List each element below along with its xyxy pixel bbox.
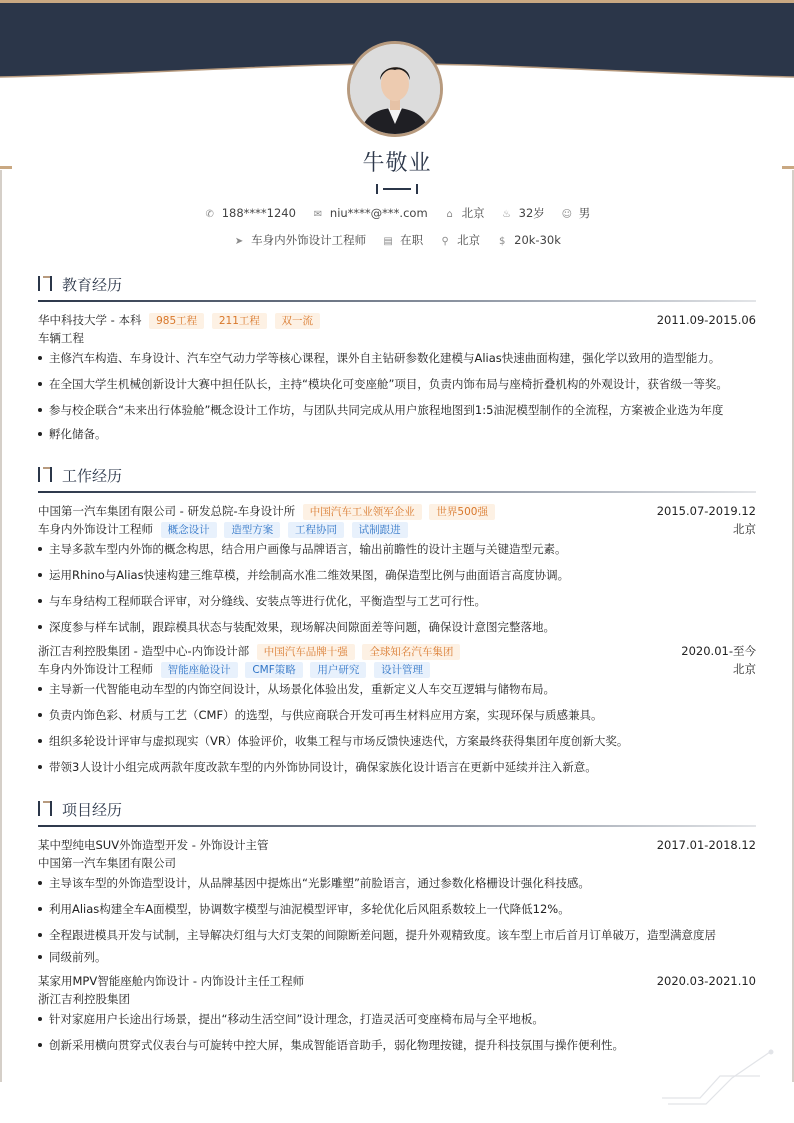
company-name: 中国第一汽车集团有限公司 - 研发总院-车身设计所	[38, 504, 296, 518]
info-text: 32岁	[518, 206, 545, 220]
section-title: 工作经历	[62, 467, 123, 485]
date-range: 2020.01-至今	[681, 644, 756, 658]
list-item: 与车身结构工程师联合评审，对分缝线、安装点等进行优化，平衡造型与工艺可行性。	[38, 588, 756, 614]
school-name: 华中科技大学 - 本科	[38, 313, 142, 327]
skill-tag: 造型方案	[224, 522, 280, 538]
school-tag: 双一流	[275, 313, 321, 329]
candidate-name: 牛敬业	[362, 151, 432, 176]
list-item: 深度参与样车试制，跟踪模具状态与装配效果，现场解决间隙面差等问题，确保设计意图完整落地。	[38, 614, 756, 640]
date-range: 2017.01-2018.12	[656, 838, 756, 852]
list-item: 在全国大学生机械创新设计大赛中担任队长，主持“模块化可变座舱”项目，负责内饰布局与座椅折叠机构的外观设计，获省级一等奖。	[38, 371, 756, 397]
company-tag: 世界500强	[429, 504, 495, 520]
info-item	[444, 205, 485, 221]
briefcase-icon: ▤	[383, 236, 393, 247]
school-tag: 211工程	[212, 313, 267, 329]
date-range: 2011.09-2015.06	[656, 313, 756, 327]
list-item: 主修汽车构造、车身设计、汽车空气动力学等核心课程，课外自主钻研参数化建模与Alias快速曲面构建，强化学以致用的造型能力。	[38, 345, 756, 371]
info-item	[312, 206, 428, 220]
date-range: 2020.03-2021.10	[656, 974, 756, 988]
project-org: 浙江吉利控股集团	[38, 992, 130, 1006]
skill-tag: 试制跟进	[352, 522, 408, 538]
info-text: niu****@***.com	[329, 206, 428, 220]
major: 车辆工程	[38, 331, 84, 345]
person-photo	[350, 44, 440, 134]
project-org: 中国第一汽车集团有限公司	[38, 856, 176, 870]
job-intent-row	[0, 232, 794, 248]
date-range: 2015.07-2019.12	[656, 504, 756, 518]
info-text: 在职	[400, 233, 424, 247]
salary-icon: $	[498, 236, 506, 247]
education-entry-header	[38, 311, 756, 329]
location-icon: ⚲	[441, 236, 449, 247]
section-title: 项目经历	[62, 801, 123, 819]
job-entry-header	[38, 642, 756, 660]
skill-tag: 用户研究	[310, 662, 366, 678]
role-title: 车身内外饰设计工程师	[38, 662, 153, 676]
project-name: 某家用MPV智能座舱内饰设计 - 内饰设计主任工程师	[38, 974, 305, 988]
phone-icon: ✆	[205, 209, 214, 220]
section-divider	[38, 825, 756, 827]
company-name: 浙江吉利控股集团 - 造型中心-内饰设计部	[38, 644, 250, 658]
info-item	[382, 232, 423, 248]
section-divider	[38, 491, 756, 493]
school-tag: 985工程	[149, 313, 204, 329]
info-item	[561, 205, 591, 221]
company-tag: 中国汽车工业领军企业	[303, 504, 422, 520]
project-name: 某中型纯电SUV外饰造型开发 - 外饰设计主管	[38, 838, 269, 852]
company-tag: 全球知名汽车集团	[362, 644, 460, 660]
info-text: 188****1240	[221, 206, 296, 220]
corner-decoration	[660, 1048, 780, 1108]
name-divider	[376, 184, 418, 194]
info-item	[233, 232, 366, 248]
mail-icon: ✉	[313, 209, 323, 220]
job-city: 北京	[733, 662, 756, 676]
list-item: 利用Alias构建全车A面模型，协调数字模型与油泥模型评审，多轮优化后风阻系数较上一代降低12%。	[38, 896, 756, 922]
project-entry-header	[38, 972, 756, 990]
work-section	[38, 465, 756, 774]
skill-tag: 工程协同	[288, 522, 344, 538]
skill-tag: 智能座舱设计	[161, 662, 238, 678]
section-header	[38, 274, 756, 296]
role-title: 车身内外饰设计工程师	[38, 522, 153, 536]
contact-info-row	[0, 205, 794, 221]
info-item	[501, 205, 545, 221]
list-item: 带领3人设计小组完成两款年度改款车型的内外饰协同设计，确保家族化设计语言在更新中延续并注入新意。	[38, 754, 756, 780]
send-icon: ➤	[234, 236, 244, 247]
list-item: 创新采用横向贯穿式仪表台与可旋转中控大屏，集成智能语音助手，弱化物理按键，提升科技氛围与操作便利性。	[38, 1032, 756, 1058]
list-item: 主导该车型的外饰造型设计，从品牌基因中提炼出“光影雕塑”前脸语言，通过参数化格栅设计强化科技感。	[38, 870, 756, 896]
list-item: 参与校企联合“未来出行体验舱”概念设计工作坊，与团队共同完成从用户旅程地图到1:5油泥模型制作的全流程，方案被企业选为年度	[38, 397, 756, 423]
info-text: 男	[578, 206, 591, 220]
left-border	[0, 170, 2, 1082]
info-text: 北京	[461, 206, 485, 220]
info-item	[204, 206, 296, 220]
avatar	[347, 41, 443, 137]
info-text: 车身内外饰设计工程师	[251, 233, 367, 247]
list-item: 运用Rhino与Alias快速构建三维草模，并绘制高水准二维效果图，确保造型比例与曲面语言高度协调。	[38, 562, 756, 588]
skill-tag: 设计管理	[374, 662, 430, 678]
section-divider	[38, 300, 756, 302]
list-item: 全程跟进模具开发与试制，主导解决灯组与大灯支架的间隙断差问题，提升外观精致度。该车型上市后首月订单破万，造型满意度居	[38, 922, 756, 948]
section-header	[38, 465, 756, 487]
job-city: 北京	[733, 522, 756, 536]
list-item-continuation: 同级前列。	[38, 944, 756, 970]
job-entry-header	[38, 502, 756, 520]
list-item: 针对家庭用户长途出行场景，提出“移动生活空间”设计理念，打造灵活可变座椅布局与全平地板。	[38, 1006, 756, 1032]
info-item	[439, 232, 480, 248]
gender-icon: ☺	[561, 209, 573, 220]
list-item-continuation: 孵化储备。	[38, 421, 756, 447]
project-entry-header	[38, 836, 756, 854]
skill-tag: CMF策略	[245, 662, 302, 678]
home-icon: ⌂	[446, 209, 453, 220]
list-item: 负责内饰色彩、材质与工艺（CMF）的选型，与供应商联合开发可再生材料应用方案，实现环保与质感兼具。	[38, 702, 756, 728]
cake-icon: ♨	[502, 209, 512, 220]
list-item: 主导新一代智能电动车型的内饰空间设计，从场景化体验出发，重新定义人车交互逻辑与储物布局。	[38, 676, 756, 702]
info-item	[496, 233, 561, 247]
list-item: 组织多轮设计评审与虚拟现实（VR）体验评价，收集工程与市场反馈快速迭代，方案最终获得集团年度创新大奖。	[38, 728, 756, 754]
section-header	[38, 799, 756, 821]
education-section	[38, 274, 756, 441]
company-tag: 中国汽车品牌十强	[257, 644, 355, 660]
project-section	[38, 799, 756, 1052]
section-title: 教育经历	[62, 276, 123, 294]
list-item: 主导多款车型内外饰的概念构思，结合用户画像与品牌语言，输出前瞻性的设计主题与关键造型元素。	[38, 536, 756, 562]
info-text: 北京	[457, 233, 481, 247]
info-text: 20k-30k	[514, 233, 561, 247]
skill-tag: 概念设计	[161, 522, 217, 538]
